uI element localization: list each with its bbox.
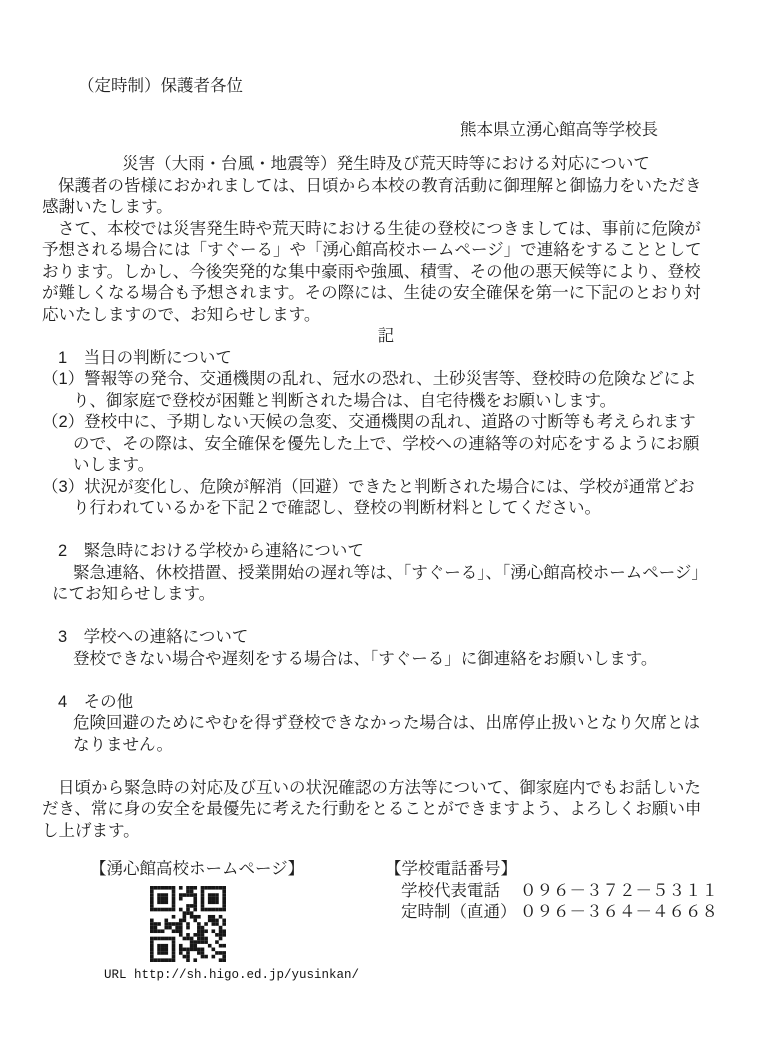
intro-line: おります。しかし、今後突発的な集中豪雨や強風、積雪、その他の悪天候等により、登校 <box>42 262 701 281</box>
section-2-line: にてお知らせします。 <box>52 585 216 603</box>
phone-line-main <box>385 881 718 903</box>
section-1-line: り、御家庭で登校が困難と判断された場合は、自宅待機をお願いします。 <box>73 391 617 410</box>
section-4-heading: 4 その他 <box>58 692 134 711</box>
section-3-line: 登校できない場合や遅刻をする場合は、「すぐーる」に御連絡をお願いします。 <box>73 649 658 668</box>
document-body <box>42 76 730 986</box>
intro-line: 感謝いたします。 <box>42 198 173 216</box>
intro-line: 応いたしますので、お知らせします。 <box>42 305 321 324</box>
section-spacer <box>42 756 730 778</box>
homepage-label: 【湧心館高校ホームページ】 <box>90 860 305 878</box>
section-1-line: ので、その際は、安全確保を優先した上で、学校への連絡等の対応をするようにお願 <box>73 434 700 453</box>
qr-code-icon <box>150 886 226 962</box>
phone-number: ０９６－３７２－５３１１ <box>520 881 718 900</box>
closing-line: 日頃から緊急時の対応及び互いの状況確認の方法等について、御家庭内でもお話しいた <box>58 778 701 797</box>
phone-number: ０９６－３６４－４６６８ <box>520 903 718 921</box>
section-1-line: （2）登校中に、予期しない天候の急変、交通機関の乱れ、道路の寸断等も考えられます <box>42 413 696 431</box>
section-spacer <box>42 670 730 692</box>
phone-label: 【学校電話番号】 <box>385 860 517 878</box>
section-1-line: （3）状況が変化し、危険が解消（回避）できたと判断された場合には、学校が通常どお <box>42 477 695 496</box>
section-1-line: り行われているかを下記２で確認し、登校の判断材料としてください。 <box>73 499 601 517</box>
phone-line-parttime <box>385 902 718 924</box>
section-3-heading: 3 学校への連絡について <box>58 628 249 646</box>
ki-marker: 記 <box>377 327 395 345</box>
closing-line: だき、常に身の安全を最優先に考えた行動をとることができますよう、よろしくお願い申 <box>42 800 702 818</box>
homepage-url: URL http://sh.higo.ed.jp/yusinkan/ <box>104 967 360 982</box>
section-1-heading: 1 当日の判断について <box>58 348 232 367</box>
section-spacer <box>42 520 730 542</box>
phone-name: 定時制（直通） <box>401 903 517 921</box>
phone-name: 学校代表電話 <box>401 881 500 900</box>
sender-line: 熊本県立湧心館高等学校長 <box>460 120 658 139</box>
section-1-line: いします。 <box>73 456 155 474</box>
section-2-heading: 2 緊急時における学校から連絡について <box>58 542 364 560</box>
section-4-line: なりません。 <box>73 735 173 754</box>
intro-line: 予想される場合には「すぐーる」や「湧心館高校ホームページ」で連絡をすることとして <box>42 241 702 259</box>
section-4-line: 危険回避のためにやむを得ず登校できなかった場合は、出席停止扱いとなり欠席とは <box>73 714 700 732</box>
section-2-line: 緊急連絡、休校措置、授業開始の遅れ等は、「すぐーる」、「湧心館高校ホームページ」 <box>73 563 708 582</box>
section-spacer <box>42 606 730 628</box>
recipient-line: （定時制）保護者各位 <box>78 77 243 95</box>
footer <box>42 859 730 986</box>
closing-line: し上げます。 <box>42 821 140 840</box>
document-title: 災害（大雨・台風・地震等）発生時及び荒天時等における対応について <box>122 155 650 173</box>
section-1-line: （1）警報等の発令、交通機関の乱れ、冠水の恐れ、土砂災害等、登校時の危険などによ <box>42 370 697 388</box>
phone-block <box>385 859 718 924</box>
homepage-block <box>90 859 362 986</box>
intro-line: 保護者の皆様におかれましては、日頃から本校の教育活動に御理解と御協力をいただき <box>58 176 702 195</box>
intro-line: さて、本校では災害発生時や荒天時における生徒の登校につきましては、事前に危険が <box>58 219 701 238</box>
intro-line: が難しくなる場合も予想されます。その際には、生徒の安全確保を第一に下記のとおり対 <box>42 284 701 302</box>
